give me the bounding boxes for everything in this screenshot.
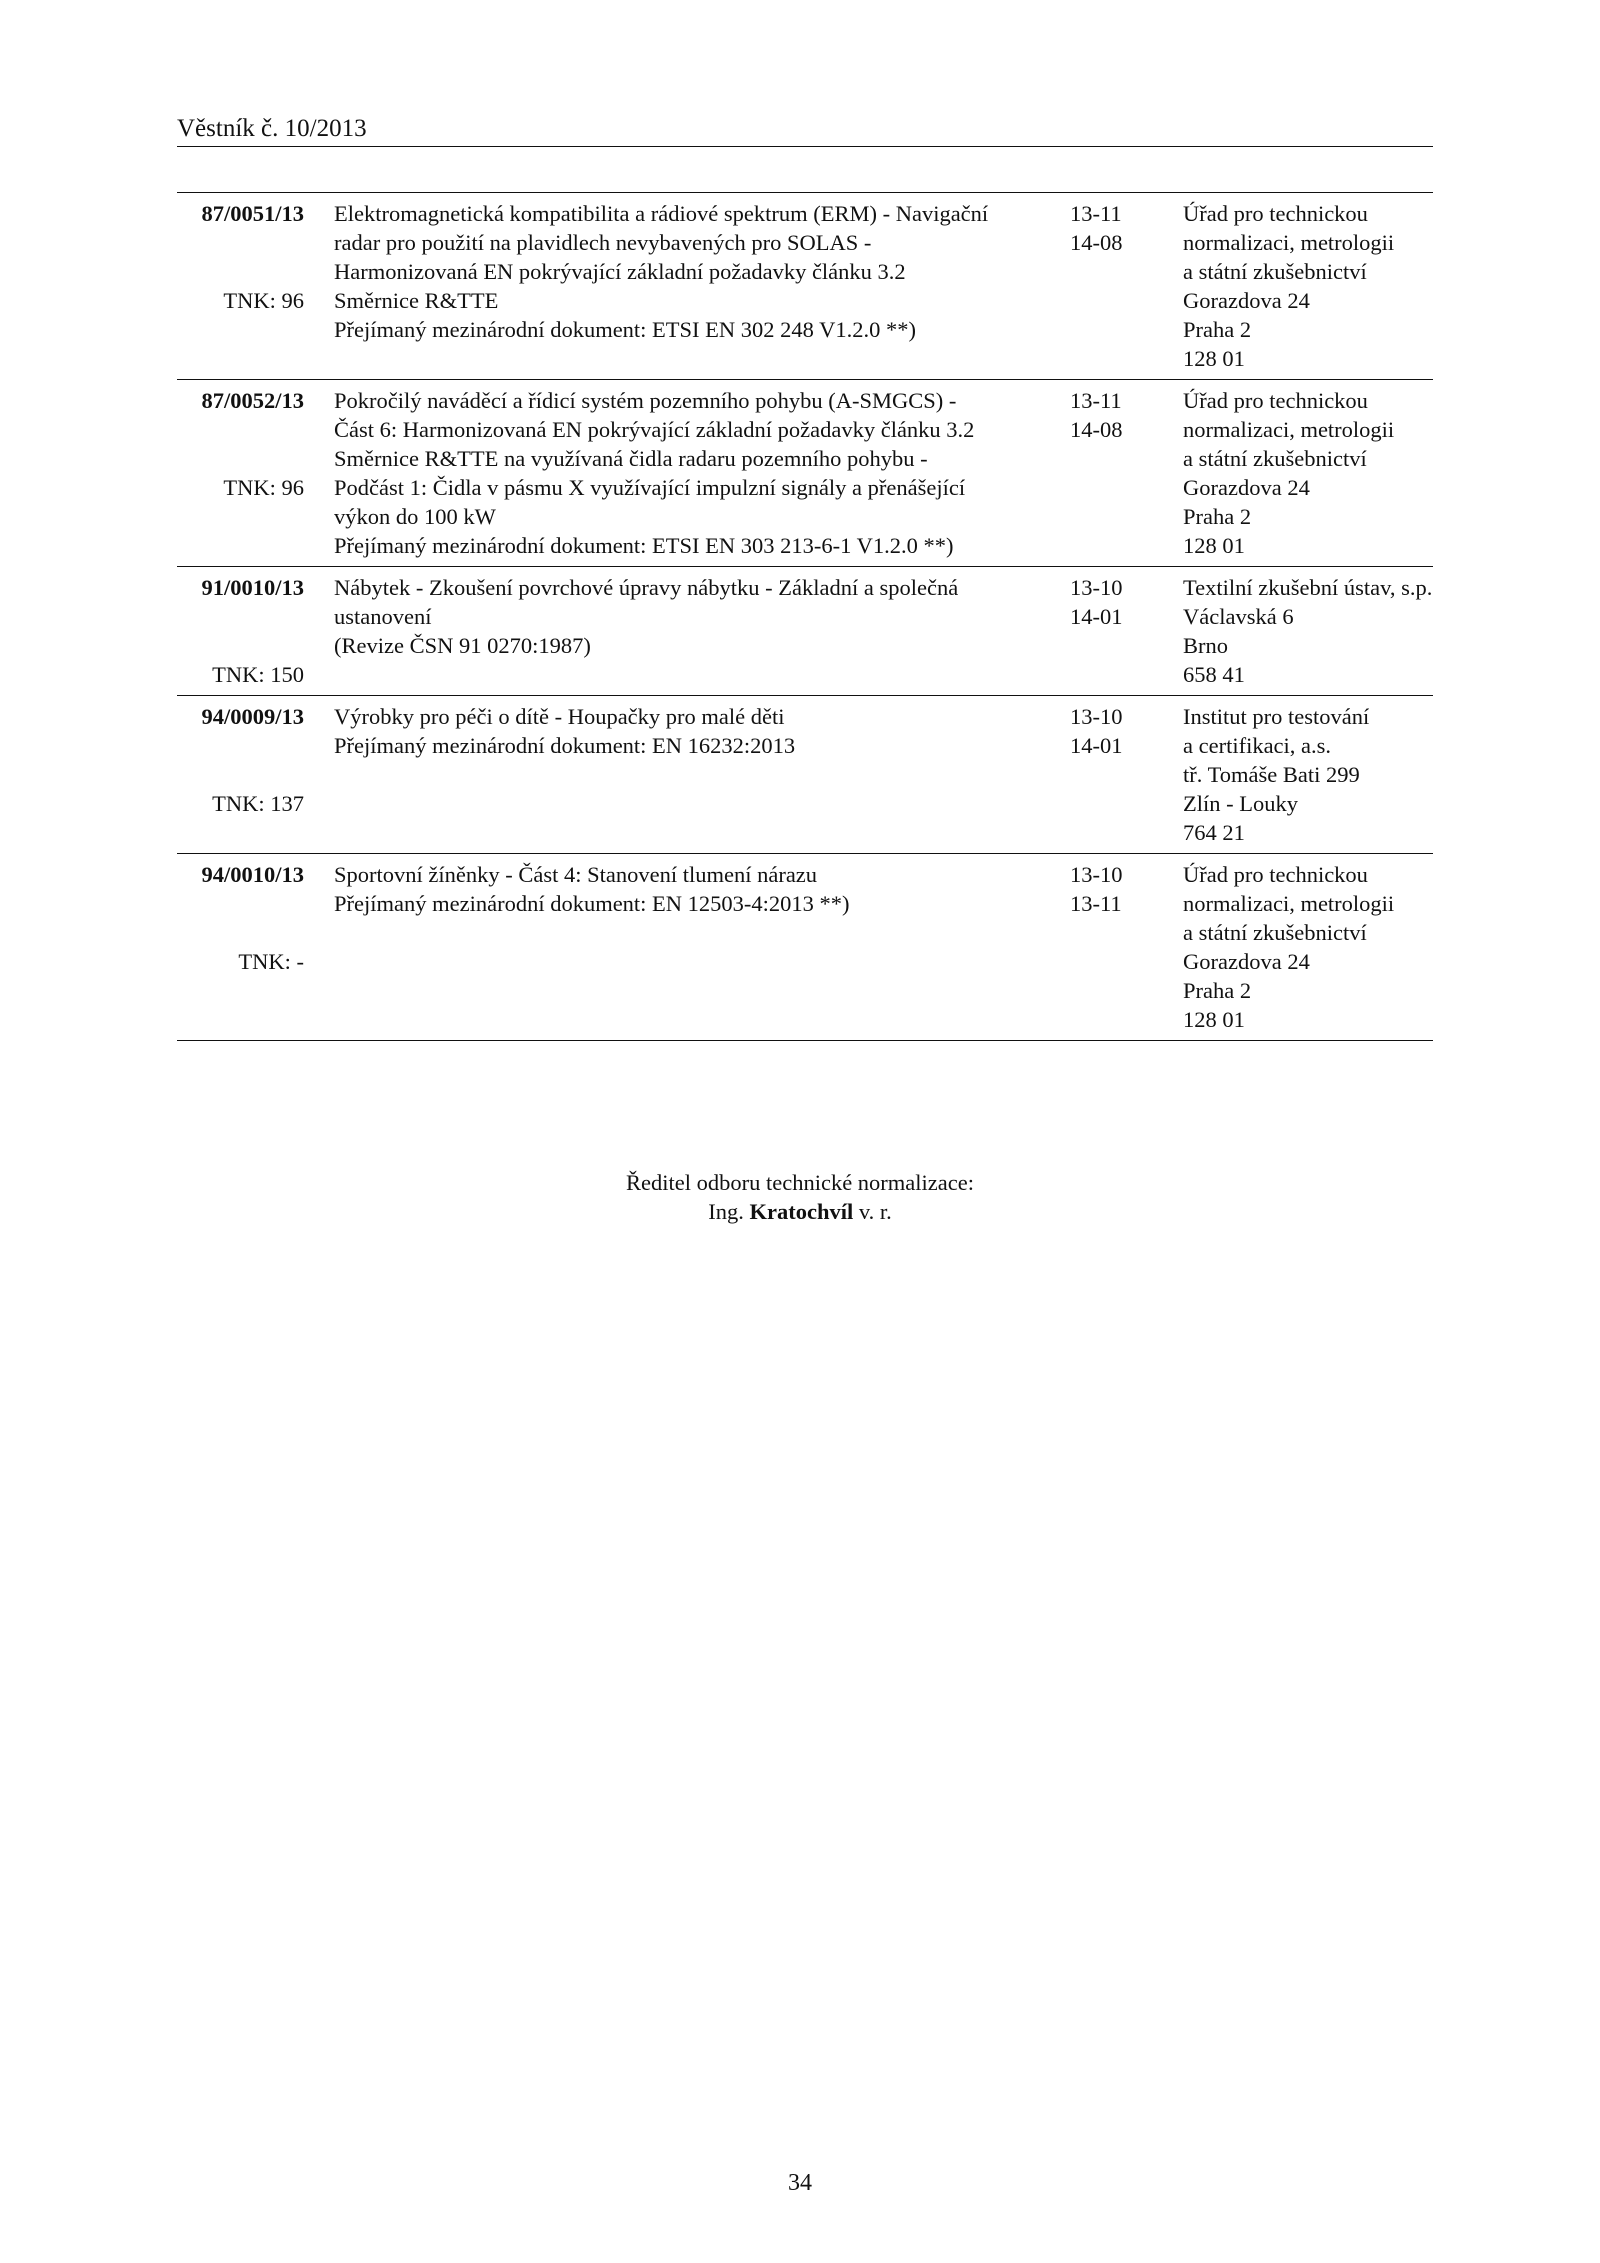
entry-title-line: Pokročilý naváděcí a řídicí systém pozemního pohybu (A-SMGCS) - [334,388,957,413]
page-header-title: Věstník č. 10/2013 [177,115,367,142]
table-row [177,854,1433,1041]
entry-title [334,199,1058,344]
table-row [177,567,1433,696]
signature-name: Kratochvíl [749,1199,854,1224]
entry-address-line: tř. Tomáše Bati 299 [1183,762,1360,787]
entry-address-line: Václavská 6 [1183,604,1294,629]
entry-id-column [177,702,304,847]
entry-address [1183,702,1443,847]
entry-date: 14-01 [1070,733,1123,758]
entry-address-line: normalizaci, metrologii [1183,891,1395,916]
entry-id: 94/0009/13 [201,704,304,729]
entry-title-line: Směrnice R&TTE na využívaná čidla radaru pozemního pohybu - [334,446,928,471]
signature-prefix: Ing. [708,1199,744,1224]
entry-address-line: Praha 2 [1183,317,1252,342]
entry-address-line: Zlín - Louky [1183,791,1298,816]
entry-address-line: Textilní zkušební ústav, s.p. [1183,575,1433,600]
entry-id: 91/0010/13 [201,575,304,600]
entry-title-line: Směrnice R&TTE [334,288,499,313]
entry-title-line: radar pro použití na plavidlech nevybavených pro SOLAS - [334,230,872,255]
standards-table [177,192,1433,1041]
entry-title-line: Elektromagnetická kompatibilita a rádiové spektrum (ERM) - Navigační [334,201,989,226]
entry-address-line: Gorazdova 24 [1183,288,1310,313]
entry-tnk: TNK: 96 [223,288,304,313]
entry-dates [1070,199,1160,257]
entry-dates [1070,702,1160,760]
entry-date: 14-01 [1070,604,1123,629]
entry-title [334,386,1058,560]
entry-address-line: 658 41 [1183,662,1245,687]
entry-address-line: Praha 2 [1183,504,1252,529]
entry-dates [1070,860,1160,918]
page-number: 34 [788,2170,812,2196]
entry-id-column [177,199,304,373]
entry-title [334,573,1058,660]
entry-address-line: a certifikaci, a.s. [1183,733,1332,758]
entry-address-line: Gorazdova 24 [1183,475,1310,500]
entry-title-line: Část 6: Harmonizovaná EN pokrývající základní požadavky článku 3.2 [334,417,975,442]
entry-address-line: normalizaci, metrologii [1183,230,1395,255]
signature-name-line [0,1197,1600,1226]
entry-address-line: a státní zkušebnictví [1183,446,1367,471]
entry-title-line: Sportovní žíněnky - Část 4: Stanovení tlumení nárazu [334,862,818,887]
entry-title-line: Přejímaný mezinárodní dokument: EN 12503-4:2013 **) [334,891,850,916]
entry-address-line: Brno [1183,633,1228,658]
entry-title-line: Výrobky pro péči o dítě - Houpačky pro malé děti [334,704,785,729]
entry-title-line: Přejímaný mezinárodní dokument: EN 16232:2013 [334,733,796,758]
entry-dates [1070,573,1160,631]
entry-dates [1070,386,1160,444]
entry-address-line: Úřad pro technickou [1183,862,1368,887]
entry-date: 13-11 [1070,388,1122,413]
entry-address [1183,860,1443,1034]
entry-title [334,860,1058,918]
entry-id: 87/0052/13 [201,388,304,413]
entry-id: 87/0051/13 [201,201,304,226]
entry-date: 14-08 [1070,230,1123,255]
entry-date: 13-10 [1070,704,1123,729]
entry-title-line: Nábytek - Zkoušení povrchové úpravy nábytku - Základní a společná [334,575,959,600]
entry-id-column [177,573,304,689]
entry-address-line: 128 01 [1183,533,1245,558]
entry-tnk: TNK: 137 [212,791,304,816]
entry-id: 94/0010/13 [201,862,304,887]
entry-date: 13-10 [1070,575,1123,600]
signature-suffix: v. r. [858,1199,892,1224]
table-row [177,696,1433,854]
signature-role: Ředitel odboru technické normalizace: [626,1170,974,1195]
table-row [177,193,1433,380]
entry-address-line: normalizaci, metrologii [1183,417,1395,442]
entry-tnk: TNK: - [238,949,304,974]
entry-id-column [177,386,304,560]
entry-address-line: a státní zkušebnictví [1183,259,1367,284]
entry-date: 13-10 [1070,862,1123,887]
entry-tnk: TNK: 96 [223,475,304,500]
entry-address-line: Gorazdova 24 [1183,949,1310,974]
entry-address-line: Úřad pro technickou [1183,201,1368,226]
entry-title-line: Přejímaný mezinárodní dokument: ETSI EN 303 213-6-1 V1.2.0 **) [334,533,954,558]
signature-block [0,1168,1600,1226]
entry-address-line: Praha 2 [1183,978,1252,1003]
entry-address-line: a státní zkušebnictví [1183,920,1367,945]
entry-title-line: (Revize ČSN 91 0270:1987) [334,633,591,658]
entry-title [334,702,1058,760]
entry-address-line: 128 01 [1183,346,1245,371]
entry-date: 14-08 [1070,417,1123,442]
table-row [177,380,1433,567]
entry-address-line: 764 21 [1183,820,1245,845]
entry-date: 13-11 [1070,891,1122,916]
entry-title-line: Přejímaný mezinárodní dokument: ETSI EN 302 248 V1.2.0 **) [334,317,917,342]
entry-address [1183,199,1443,373]
entry-address-line: Institut pro testování [1183,704,1370,729]
entry-title-line: Podčást 1: Čidla v pásmu X využívající impulzní signály a přenášející [334,475,966,500]
entry-title-line: ustanovení [334,604,432,629]
entry-title-line: Harmonizovaná EN pokrývající základní požadavky článku 3.2 [334,259,906,284]
entry-date: 13-11 [1070,201,1122,226]
entry-title-line: výkon do 100 kW [334,504,496,529]
header-divider [177,146,1433,147]
entry-address [1183,386,1443,560]
entry-address [1183,573,1443,689]
entry-tnk: TNK: 150 [212,662,304,687]
entry-id-column [177,860,304,1034]
entry-address-line: Úřad pro technickou [1183,388,1368,413]
entry-address-line: 128 01 [1183,1007,1245,1032]
